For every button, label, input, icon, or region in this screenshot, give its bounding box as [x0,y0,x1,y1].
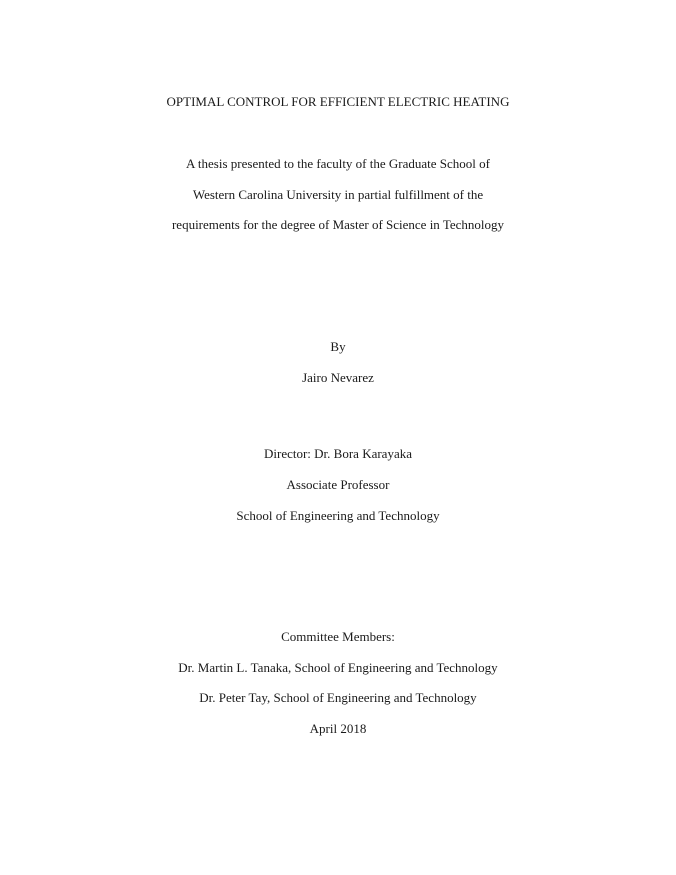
thesis-title: OPTIMAL CONTROL FOR EFFICIENT ELECTRIC HEATING [166,94,510,109]
director-line: Director: Dr. Bora Karayaka [264,446,412,461]
director-school: School of Engineering and Technology [236,508,440,523]
committee-heading: Committee Members: [281,629,395,644]
thesis-statement-line-1: A thesis presented to the faculty of the Graduate School of [186,156,490,171]
director-title: Associate Professor [286,477,390,492]
committee-member: Dr. Peter Tay, School of Engineering and Technology [199,690,477,705]
thesis-statement-line-2: Western Carolina University in partial fulfillment of the [192,187,484,202]
committee-member: Dr. Martin L. Tanaka, School of Engineering and Technology [178,660,498,675]
author-name: Jairo Nevarez [302,370,374,385]
thesis-date: April 2018 [309,721,367,736]
by-label: By [330,339,346,354]
thesis-statement-line-3: requirements for the degree of Master of Science in Technology [171,217,505,232]
